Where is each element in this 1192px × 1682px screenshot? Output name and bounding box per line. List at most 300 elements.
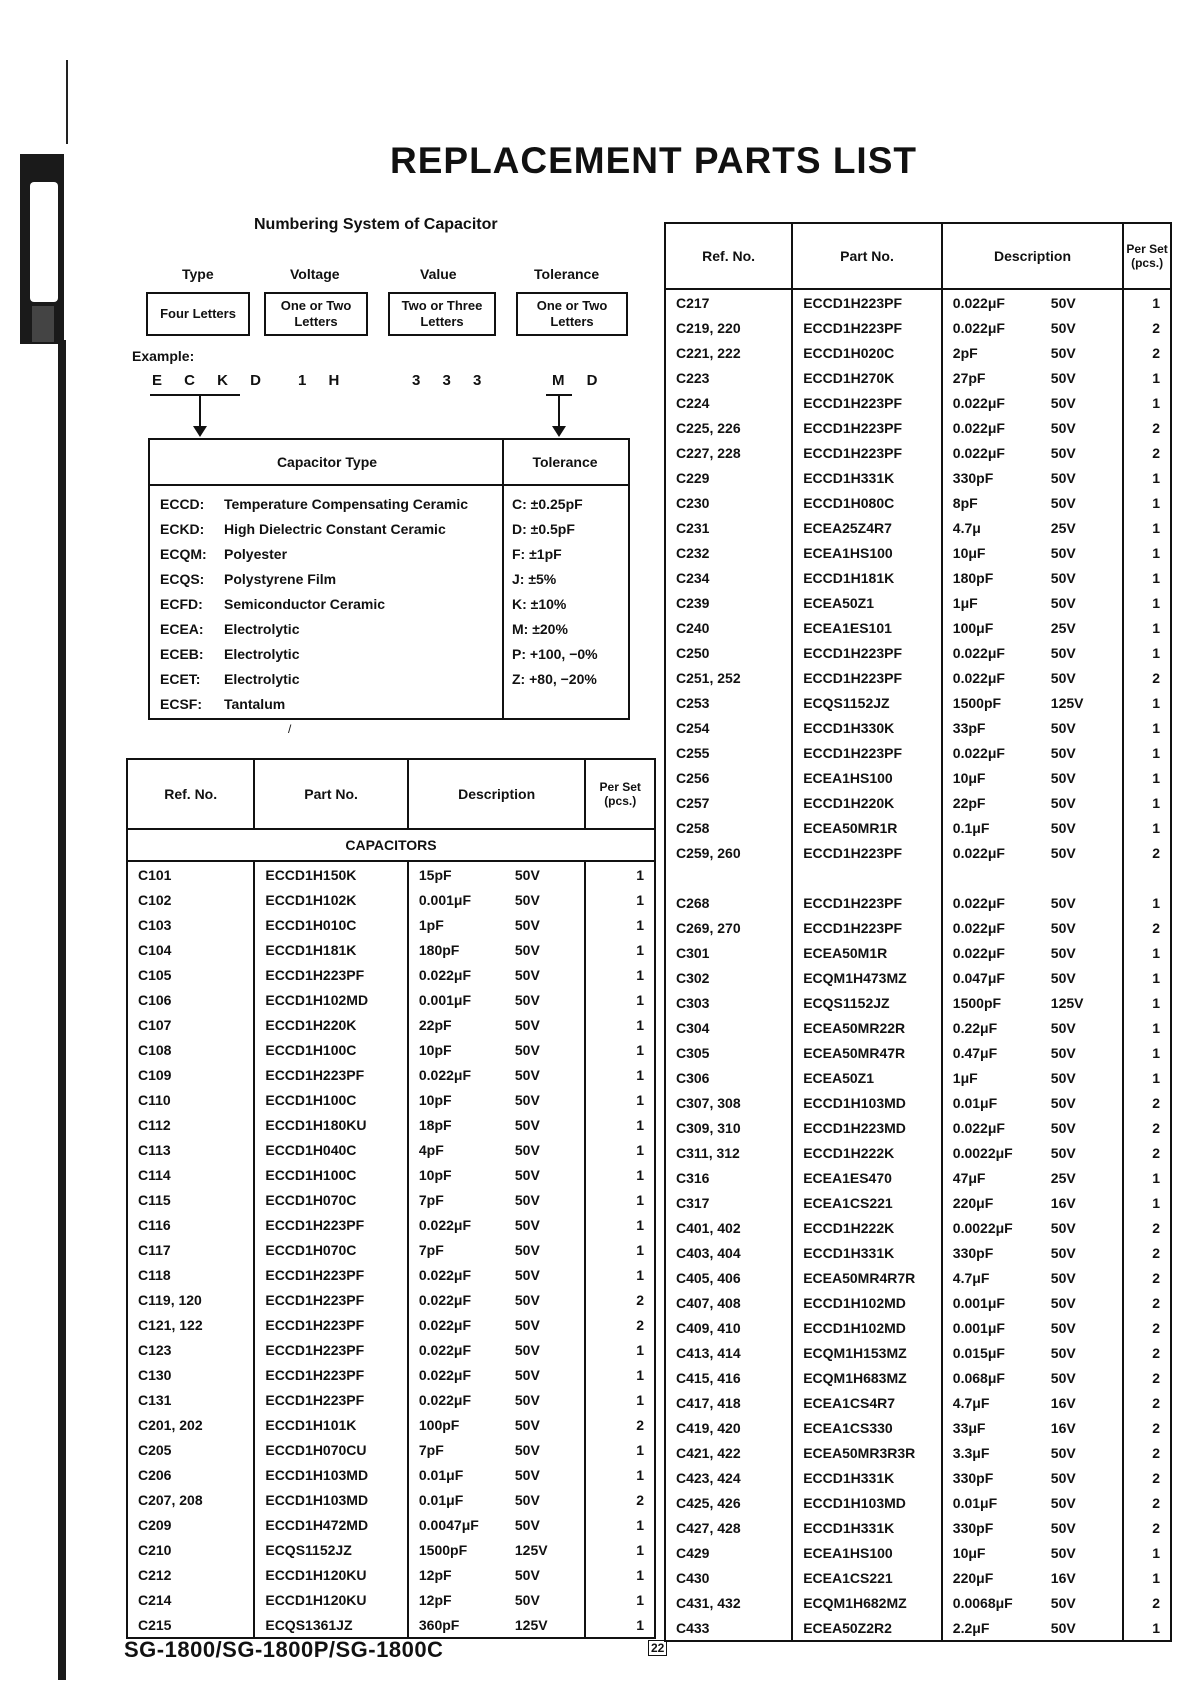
example-label: Example: bbox=[132, 348, 195, 364]
per-set-cell: 1 bbox=[1123, 890, 1171, 915]
voltage-rating: 50V bbox=[1050, 1119, 1076, 1136]
description-cell bbox=[942, 1140, 1123, 1165]
table-row bbox=[665, 1440, 1171, 1465]
per-set-cell: 2 bbox=[1123, 1390, 1171, 1415]
voltage-rating: 50V bbox=[514, 1291, 540, 1308]
table-row bbox=[665, 1015, 1171, 1040]
capacitance-value: 0.047μF bbox=[952, 969, 1005, 986]
table-row bbox=[665, 765, 1171, 790]
ref-no-cell: C429 bbox=[665, 1540, 792, 1565]
table-row bbox=[665, 465, 1171, 490]
table-row bbox=[665, 965, 1171, 990]
per-set-cell: 1 bbox=[585, 1212, 655, 1237]
table-row bbox=[665, 490, 1171, 515]
part-no-cell: ECCD1H222K bbox=[792, 1140, 942, 1165]
capacitance-value: 0.022μF bbox=[952, 319, 1005, 336]
capacitance-value: 0.022μF bbox=[952, 944, 1005, 961]
description-cell bbox=[408, 1062, 586, 1087]
per-set-cell: 2 bbox=[1123, 665, 1171, 690]
voltage-rating: 50V bbox=[1050, 419, 1076, 436]
part-no-cell: ECCD1H010C bbox=[254, 912, 408, 937]
description-cell bbox=[942, 715, 1123, 740]
table-row bbox=[127, 1587, 655, 1612]
part-no-cell: ECCD1H102MD bbox=[792, 1290, 942, 1315]
part-no-cell: ECCD1H100C bbox=[254, 1162, 408, 1187]
ref-no-cell: C430 bbox=[665, 1565, 792, 1590]
ref-no-cell: C201, 202 bbox=[127, 1412, 254, 1437]
table-row bbox=[127, 1612, 655, 1638]
description-cell bbox=[408, 1137, 586, 1162]
description-cell bbox=[408, 1612, 586, 1638]
capacitance-value: 0.022μF bbox=[952, 1119, 1005, 1136]
voltage-rating: 50V bbox=[1050, 1444, 1076, 1461]
description-cell bbox=[408, 962, 586, 987]
tolerance-item: K: ±10% bbox=[512, 596, 567, 612]
ref-no-cell: C106 bbox=[127, 987, 254, 1012]
per-set-cell: 1 bbox=[585, 1237, 655, 1262]
ref-no-cell: C210 bbox=[127, 1537, 254, 1562]
part-no-cell: ECCD1H080C bbox=[792, 490, 942, 515]
capacitance-value: 8pF bbox=[952, 494, 978, 511]
table-row bbox=[665, 990, 1171, 1015]
table-row bbox=[127, 861, 655, 887]
table-row bbox=[127, 912, 655, 937]
ref-no-cell: C231 bbox=[665, 515, 792, 540]
capacitance-value: 18pF bbox=[418, 1116, 452, 1133]
capacitor-type-desc: Semiconductor Ceramic bbox=[224, 596, 386, 612]
voltage-rating: 50V bbox=[1050, 394, 1076, 411]
capacitance-value: 0.01μF bbox=[418, 1491, 464, 1508]
description-cell bbox=[408, 1337, 586, 1362]
part-no-cell: ECCD1H223PF bbox=[792, 840, 942, 865]
capacitance-value: 4.7μF bbox=[952, 1269, 990, 1286]
part-no-cell: ECCD1H220K bbox=[254, 1012, 408, 1037]
ref-no-cell: C401, 402 bbox=[665, 1215, 792, 1240]
capacitance-value: 15pF bbox=[418, 866, 452, 883]
table-row bbox=[127, 1187, 655, 1212]
per-set-cell: 1 bbox=[585, 1537, 655, 1562]
description-cell bbox=[408, 1412, 586, 1437]
table-row bbox=[127, 1037, 655, 1062]
capacitance-value: 220μF bbox=[952, 1194, 994, 1211]
per-set-cell: 1 bbox=[585, 1362, 655, 1387]
capacitance-value: 0.022μF bbox=[418, 1266, 472, 1283]
capacitance-value: 0.022μF bbox=[952, 444, 1005, 461]
per-set-cell: 1 bbox=[1123, 365, 1171, 390]
part-no-cell: ECQS1361JZ bbox=[254, 1612, 408, 1638]
capacitance-value: 7pF bbox=[418, 1191, 444, 1208]
ref-no-cell: C102 bbox=[127, 887, 254, 912]
capacitance-value: 12pF bbox=[418, 1591, 452, 1608]
part-no-cell bbox=[792, 865, 942, 890]
voltage-rating: 50V bbox=[514, 1466, 540, 1483]
table-row bbox=[665, 1490, 1171, 1515]
per-set-header: Per Set (pcs.) bbox=[585, 759, 655, 829]
table-row bbox=[665, 1615, 1171, 1641]
capacitance-value: 0.022μF bbox=[952, 894, 1005, 911]
capacitance-value: 330pF bbox=[952, 1519, 994, 1536]
voltage-rating: 50V bbox=[514, 1141, 540, 1158]
capacitance-value: 0.022μF bbox=[418, 1316, 472, 1333]
capacitance-value: 0.47μF bbox=[952, 1044, 998, 1061]
capacitance-value: 0.022μF bbox=[952, 669, 1005, 686]
description-cell bbox=[408, 1112, 586, 1137]
ref-no-cell: C219, 220 bbox=[665, 315, 792, 340]
table-row bbox=[665, 915, 1171, 940]
per-set-cell: 2 bbox=[1123, 1140, 1171, 1165]
ref-no-cell: C256 bbox=[665, 765, 792, 790]
table-row bbox=[127, 1412, 655, 1437]
part-no-cell: ECCD1H100C bbox=[254, 1037, 408, 1062]
ref-no-cell: C417, 418 bbox=[665, 1390, 792, 1415]
description-cell bbox=[942, 740, 1123, 765]
ref-no-cell: C259, 260 bbox=[665, 840, 792, 865]
capacitance-value: 0.001μF bbox=[952, 1319, 1005, 1336]
voltage-rating: 16V bbox=[1050, 1569, 1076, 1586]
capacitance-value: 1pF bbox=[418, 916, 444, 933]
per-set-cell: 2 bbox=[585, 1412, 655, 1437]
tolerance-item: Z: +80, −20% bbox=[512, 671, 597, 687]
voltage-rating: 50V bbox=[1050, 919, 1076, 936]
example-tolerance: M D bbox=[552, 372, 607, 389]
description-cell bbox=[408, 887, 586, 912]
capacitance-value: 1μF bbox=[952, 1069, 978, 1086]
capacitor-type-item bbox=[160, 571, 336, 587]
ref-no-cell: C303 bbox=[665, 990, 792, 1015]
table-row bbox=[127, 1312, 655, 1337]
voltage-rating: 50V bbox=[1050, 1494, 1076, 1511]
description-cell bbox=[942, 1240, 1123, 1265]
per-set-cell: 1 bbox=[1123, 515, 1171, 540]
part-no-cell: ECCD1H220K bbox=[792, 790, 942, 815]
type-arrow-shaft bbox=[199, 394, 201, 430]
part-no-cell: ECCD1H223PF bbox=[792, 415, 942, 440]
tolerance-header: Tolerance bbox=[502, 440, 628, 486]
table-row bbox=[665, 565, 1171, 590]
part-no-cell: ECEA1CS330 bbox=[792, 1415, 942, 1440]
ref-no-cell: C239 bbox=[665, 590, 792, 615]
table-row bbox=[665, 365, 1171, 390]
ref-no-cell: C205 bbox=[127, 1437, 254, 1462]
per-set-cell: 1 bbox=[585, 1587, 655, 1612]
per-set-cell: 1 bbox=[585, 912, 655, 937]
ref-no-cell: C114 bbox=[127, 1162, 254, 1187]
description-cell bbox=[408, 1487, 586, 1512]
capacitor-type-desc: Tantalum bbox=[224, 696, 286, 712]
type-arrow-icon bbox=[193, 426, 207, 437]
ref-no-cell: C269, 270 bbox=[665, 915, 792, 940]
per-set-cell: 1 bbox=[585, 987, 655, 1012]
parts-table-left bbox=[126, 758, 656, 1639]
description-cell bbox=[942, 1440, 1123, 1465]
per-set-cell: 1 bbox=[585, 937, 655, 962]
table-row bbox=[665, 1115, 1171, 1140]
per-set-cell: 2 bbox=[1123, 1440, 1171, 1465]
ref-no-cell: C107 bbox=[127, 1012, 254, 1037]
per-set-cell: 2 bbox=[1123, 1340, 1171, 1365]
table-row bbox=[127, 1212, 655, 1237]
table-row bbox=[665, 1065, 1171, 1090]
capacitor-type-item bbox=[160, 496, 468, 512]
capacitance-value: 0.022μF bbox=[418, 1341, 472, 1358]
part-no-cell: ECEA50M1R bbox=[792, 940, 942, 965]
description-cell bbox=[942, 990, 1123, 1015]
part-no-cell: ECEA50Z1 bbox=[792, 590, 942, 615]
part-no-cell: ECEA1HS100 bbox=[792, 1540, 942, 1565]
voltage-rating: 50V bbox=[1050, 294, 1076, 311]
ref-no-cell: C413, 414 bbox=[665, 1340, 792, 1365]
ref-no-cell: C427, 428 bbox=[665, 1515, 792, 1540]
per-set-cell: 1 bbox=[1123, 1190, 1171, 1215]
per-set-cell: 1 bbox=[1123, 540, 1171, 565]
voltage-rating: 50V bbox=[514, 1441, 540, 1458]
description-cell bbox=[942, 1515, 1123, 1540]
description-cell bbox=[942, 1490, 1123, 1515]
capacitance-value: 33μF bbox=[952, 1419, 986, 1436]
part-no-cell: ECCD1H331K bbox=[792, 1515, 942, 1540]
per-set-cell: 1 bbox=[585, 1437, 655, 1462]
description-cell bbox=[942, 940, 1123, 965]
part-no-cell: ECCD1H223PF bbox=[254, 1287, 408, 1312]
voltage-rating: 50V bbox=[1050, 1544, 1076, 1561]
table-row bbox=[665, 1090, 1171, 1115]
description-cell bbox=[408, 1587, 586, 1612]
capacitance-value: 0.0022μF bbox=[952, 1144, 1013, 1161]
tolerance-item: J: ±5% bbox=[512, 571, 557, 587]
description-cell bbox=[408, 1262, 586, 1287]
ref-no-cell: C415, 416 bbox=[665, 1365, 792, 1390]
example-value: 3 3 3 bbox=[412, 372, 491, 389]
capacitance-value: 4pF bbox=[418, 1141, 444, 1158]
voltage-rating: 50V bbox=[1050, 719, 1076, 736]
voltage-rating: 50V bbox=[1050, 669, 1076, 686]
ref-no-cell: C112 bbox=[127, 1112, 254, 1137]
capacitance-value: 7pF bbox=[418, 1441, 444, 1458]
voltage-rating: 50V bbox=[1050, 469, 1076, 486]
description-header: Description bbox=[408, 759, 586, 829]
table-row bbox=[127, 1437, 655, 1462]
part-no-cell: ECCD1H223PF bbox=[254, 1337, 408, 1362]
voltage-rating: 50V bbox=[1050, 1044, 1076, 1061]
capacitor-type-item bbox=[160, 596, 385, 612]
table-row bbox=[665, 1415, 1171, 1440]
part-no-cell: ECEA50MR4R7R bbox=[792, 1265, 942, 1290]
ref-no-cell: C232 bbox=[665, 540, 792, 565]
capacitor-type-desc: Electrolytic bbox=[224, 671, 300, 687]
part-no-cell: ECCD1H150K bbox=[254, 861, 408, 887]
capacitance-value: 180pF bbox=[418, 941, 460, 958]
part-no-cell: ECQM1H683MZ bbox=[792, 1365, 942, 1390]
ref-no-cell: C108 bbox=[127, 1037, 254, 1062]
voltage-rating: 50V bbox=[1050, 744, 1076, 761]
table-row bbox=[127, 1512, 655, 1537]
description-cell bbox=[408, 1237, 586, 1262]
voltage-rating: 50V bbox=[1050, 819, 1076, 836]
per-set-cell: 1 bbox=[1123, 1165, 1171, 1190]
description-cell bbox=[942, 565, 1123, 590]
description-cell bbox=[408, 1512, 586, 1537]
part-no-cell: ECCD1H223PF bbox=[792, 890, 942, 915]
part-no-cell: ECCD1H223PF bbox=[792, 390, 942, 415]
per-set-cell: 1 bbox=[585, 1037, 655, 1062]
per-set-cell: 1 bbox=[1123, 490, 1171, 515]
table-row bbox=[127, 1387, 655, 1412]
voltage-rating: 50V bbox=[1050, 1319, 1076, 1336]
part-no-cell: ECCD1H070C bbox=[254, 1187, 408, 1212]
ref-no-cell: C431, 432 bbox=[665, 1590, 792, 1615]
ref-no-cell: C118 bbox=[127, 1262, 254, 1287]
per-set-cell: 2 bbox=[1123, 1240, 1171, 1265]
description-cell bbox=[942, 1290, 1123, 1315]
table-row bbox=[665, 1190, 1171, 1215]
part-no-cell: ECEA50MR1R bbox=[792, 815, 942, 840]
ref-no-cell: C113 bbox=[127, 1137, 254, 1162]
table-row bbox=[665, 690, 1171, 715]
capacitance-value: 0.015μF bbox=[952, 1344, 1005, 1361]
part-no-cell: ECCD1H020C bbox=[792, 340, 942, 365]
table-row bbox=[665, 715, 1171, 740]
description-cell bbox=[408, 937, 586, 962]
capacitor-type-item bbox=[160, 621, 299, 637]
capacitance-value: 1500pF bbox=[952, 694, 1002, 711]
voltage-rating: 25V bbox=[1050, 519, 1076, 536]
capacitance-value: 0.01μF bbox=[952, 1494, 998, 1511]
voltage-rating: 50V bbox=[514, 1516, 540, 1533]
part-no-cell: ECCD1H102MD bbox=[792, 1315, 942, 1340]
per-set-cell: 2 bbox=[1123, 315, 1171, 340]
description-cell bbox=[942, 390, 1123, 415]
ref-no-cell: C110 bbox=[127, 1087, 254, 1112]
capacitance-value: 10pF bbox=[418, 1166, 452, 1183]
table-row bbox=[665, 540, 1171, 565]
voltage-rating: 50V bbox=[1050, 1519, 1076, 1536]
description-cell bbox=[942, 1565, 1123, 1590]
ref-no-cell: C234 bbox=[665, 565, 792, 590]
voltage-rating: 25V bbox=[1050, 1169, 1076, 1186]
description-cell bbox=[942, 1590, 1123, 1615]
voltage-rating: 50V bbox=[514, 1041, 540, 1058]
description-cell bbox=[408, 1312, 586, 1337]
voltage-rating: 50V bbox=[1050, 644, 1076, 661]
part-no-cell: ECCD1H040C bbox=[254, 1137, 408, 1162]
ref-no-cell: C309, 310 bbox=[665, 1115, 792, 1140]
ref-no-cell: C123 bbox=[127, 1337, 254, 1362]
capacitance-value: 330pF bbox=[952, 1469, 994, 1486]
ref-no-cell: C304 bbox=[665, 1015, 792, 1040]
ref-no-cell: C131 bbox=[127, 1387, 254, 1412]
capacitance-value: 12pF bbox=[418, 1566, 452, 1583]
table-row bbox=[127, 962, 655, 987]
capacitance-value: 0.0068μF bbox=[952, 1594, 1013, 1611]
binder-edge bbox=[18, 140, 66, 1680]
capacitor-type-item bbox=[160, 646, 299, 662]
voltage-rating: 50V bbox=[1050, 594, 1076, 611]
voltage-rating: 50V bbox=[1050, 544, 1076, 561]
per-set-cell: 2 bbox=[1123, 1590, 1171, 1615]
capacitance-value: 7pF bbox=[418, 1241, 444, 1258]
ref-no-header: Ref. No. bbox=[665, 223, 792, 289]
description-cell bbox=[942, 1065, 1123, 1090]
voltage-rating: 50V bbox=[514, 1566, 540, 1583]
description-cell bbox=[408, 1362, 586, 1387]
table-row bbox=[665, 440, 1171, 465]
ref-no-cell: C227, 228 bbox=[665, 440, 792, 465]
type-box: Four Letters bbox=[146, 292, 250, 336]
part-no-cell: ECCD1H223PF bbox=[254, 1212, 408, 1237]
capacitor-type-item bbox=[160, 546, 287, 562]
voltage-rating: 50V bbox=[1050, 1594, 1076, 1611]
capacitance-value: 0.022μF bbox=[952, 844, 1005, 861]
description-cell bbox=[408, 1562, 586, 1587]
ref-no-cell: C117 bbox=[127, 1237, 254, 1262]
capacitance-value: 1500pF bbox=[418, 1541, 468, 1558]
per-set-cell: 1 bbox=[1123, 1065, 1171, 1090]
description-cell bbox=[942, 665, 1123, 690]
per-set-cell: 1 bbox=[585, 887, 655, 912]
voltage-rating: 16V bbox=[1050, 1419, 1076, 1436]
ref-no-cell: C103 bbox=[127, 912, 254, 937]
per-set-cell: 1 bbox=[1123, 940, 1171, 965]
ref-no-cell: C225, 226 bbox=[665, 415, 792, 440]
ref-no-cell: C209 bbox=[127, 1512, 254, 1537]
description-cell bbox=[408, 861, 586, 887]
description-cell bbox=[942, 840, 1123, 865]
part-no-cell: ECCD1H070CU bbox=[254, 1437, 408, 1462]
tolerance-heading: Tolerance bbox=[534, 266, 600, 282]
voltage-rating: 50V bbox=[1050, 1144, 1076, 1161]
capacitance-value: 0.022μF bbox=[952, 394, 1005, 411]
description-cell bbox=[942, 340, 1123, 365]
ref-no-cell bbox=[665, 865, 792, 890]
ref-no-cell: C251, 252 bbox=[665, 665, 792, 690]
ref-no-cell: C121, 122 bbox=[127, 1312, 254, 1337]
capacitance-value: 0.022μF bbox=[418, 1291, 472, 1308]
ref-no-cell: C254 bbox=[665, 715, 792, 740]
per-set-cell: 1 bbox=[585, 962, 655, 987]
description-cell bbox=[408, 1387, 586, 1412]
voltage-box: One or Two Letters bbox=[264, 292, 368, 336]
description-cell bbox=[408, 1212, 586, 1237]
part-no-cell: ECCD1H120KU bbox=[254, 1562, 408, 1587]
voltage-rating: 50V bbox=[1050, 444, 1076, 461]
table-row bbox=[665, 790, 1171, 815]
description-cell bbox=[942, 515, 1123, 540]
ref-no-cell: C240 bbox=[665, 615, 792, 640]
voltage-rating: 50V bbox=[514, 1366, 540, 1383]
part-no-cell: ECEA1HS100 bbox=[792, 540, 942, 565]
ref-no-cell: C311, 312 bbox=[665, 1140, 792, 1165]
per-set-cell: 2 bbox=[1123, 415, 1171, 440]
ref-no-cell: C115 bbox=[127, 1187, 254, 1212]
table-row bbox=[665, 515, 1171, 540]
capacitance-value: 0.022μF bbox=[418, 1391, 472, 1408]
per-set-cell: 1 bbox=[1123, 1615, 1171, 1641]
part-no-cell: ECEA1CS221 bbox=[792, 1190, 942, 1215]
voltage-rating: 50V bbox=[514, 891, 540, 908]
description-cell bbox=[942, 590, 1123, 615]
per-set-cell: 1 bbox=[1123, 715, 1171, 740]
table-row bbox=[665, 615, 1171, 640]
part-no-cell: ECQS1152JZ bbox=[792, 990, 942, 1015]
tolerance-item: F: ±1pF bbox=[512, 546, 562, 562]
description-cell bbox=[942, 465, 1123, 490]
per-set-cell: 2 bbox=[1123, 1465, 1171, 1490]
per-set-cell: 1 bbox=[1123, 1040, 1171, 1065]
description-cell bbox=[408, 1087, 586, 1112]
description-cell bbox=[942, 1090, 1123, 1115]
ref-no-cell: C207, 208 bbox=[127, 1487, 254, 1512]
voltage-rating: 50V bbox=[1050, 1019, 1076, 1036]
